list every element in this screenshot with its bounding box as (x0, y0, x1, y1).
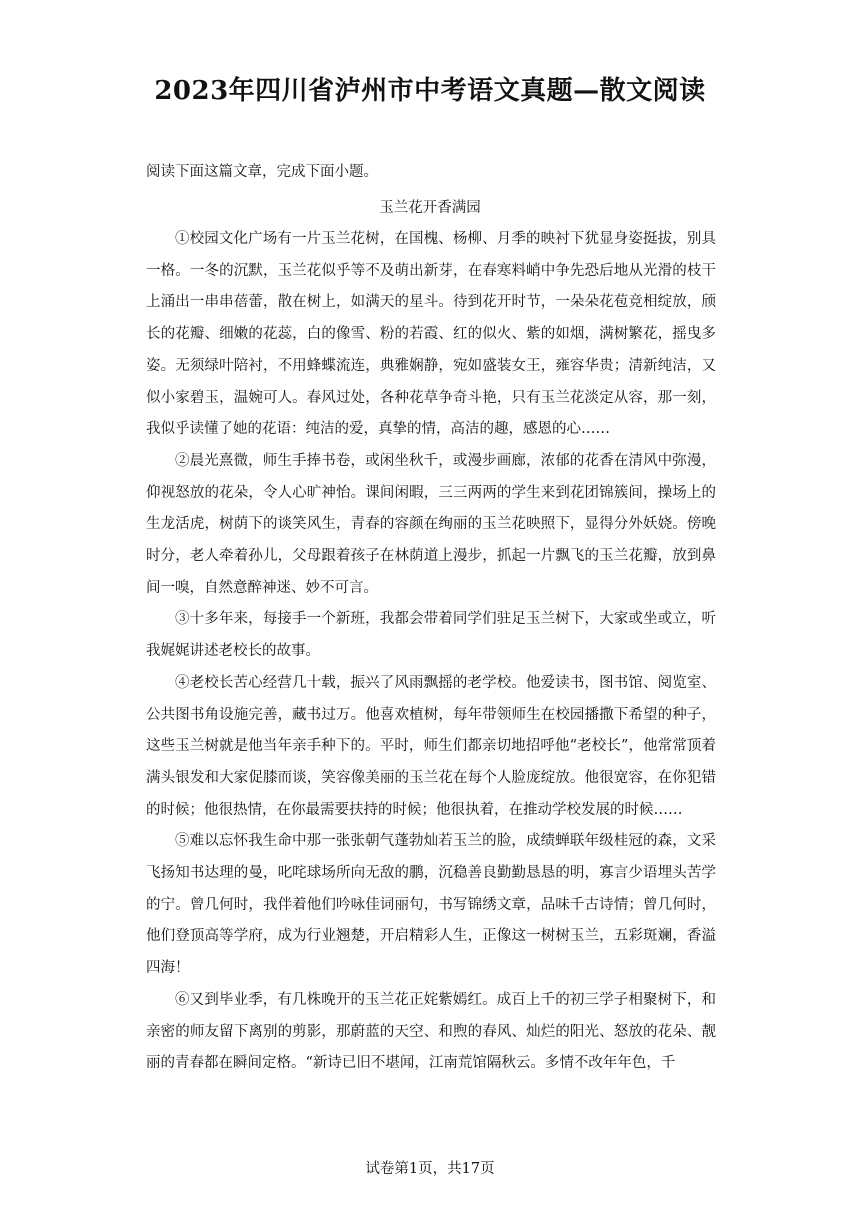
page-footer: 试卷第1页，共17页 (365, 1161, 495, 1177)
essay-title: 玉兰花开香满园 (379, 200, 481, 216)
paragraph-2: ②晨光熹微，师生手捧书卷，或闲坐秋千，或漫步画廊，浓郁的花香在清风中弥漫，仰视怒放的花朵，令人心旷神怡。课间闲暇，三三两两的学生来到花团锦簇间，操场上的生龙活虎，树荫下的谈笑风生，青春的容颜在绚丽的玉兰花映照下，显得分外妖娆。傍晚时分，老人牵着孙儿，父母跟着孩子在林荫道上漫步，抓起一片飘飞的玉兰花瓣，放到鼻间一嗅，自然意醉神迷、妙不可言。 (146, 452, 716, 596)
paragraph-5: ⑤难以忘怀我生命中那一张张朝气蓬勃灿若玉兰的脸，成绩蝉联年级桂冠的森，文采飞扬知书达理的曼，叱咤球场所向无敌的鹏，沉稳善良勤勤恳恳的明，寡言少语埋头苦学的宁。曾几何时，我伴着他们吟咏佳词丽句，书写锦绣文章，品味千古诗情；曾几何时，他们登顶高等学府，成为行业翘楚，开启精彩人生，正像这一树树玉兰，五彩斑斓，香溢四海！ (146, 833, 716, 977)
essay-body (146, 224, 716, 1080)
paragraph-1: ①校园文化广场有一片玉兰花树，在国槐、杨柳、月季的映衬下犹显身姿挺拔，别具一格。一冬的沉默，玉兰花似乎等不及萌出新芽，在春寒料峭中争先恐后地从光滑的枝干上涌出一串串蓓蕾，散在树上，如满天的星斗。待到花开时节，一朵朵花苞竞相绽放，颀长的花瓣、细嫩的花蕊，白的像雪、粉的若霞、红的似火、紫的如烟，满树繁花，摇曳多姿。无须绿叶陪衬，不用蜂蝶流连，典雅娴静，宛如盛装女王，雍容华贵；清新纯洁，又似小家碧玉，温婉可人。春风过处，各种花草争奇斗艳，只有玉兰花淡定从容，那一刻，我似乎读懂了她的花语：纯洁的爱，真挚的情，高洁的趣，感恩的心…… (146, 231, 716, 438)
paragraph-6: ⑥又到毕业季，有几株晚开的玉兰花正姹紫嫣红。成百上千的初三学子相聚树下，和亲密的师友留下离别的剪影，那蔚蓝的天空、和煦的春风、灿烂的阳光、怒放的花朵、靓丽的青春都在瞬间定格。“新诗已旧不堪闻，江南荒馆隔秋云。多情不改年年色，千 (146, 991, 716, 1072)
document-title: 2023年四川省泸州市中考语文真题—散文阅读 (154, 76, 706, 106)
paragraph-4: ④老校长苦心经营几十载，振兴了风雨飘摇的老学校。他爱读书，图书馆、阅览室、公共图书角设施完善，藏书过万。他喜欢植树，每年带领师生在校园播撒下希望的种子，这些玉兰树就是他当年亲手种下的。平时，师生们都亲切地招呼他“老校长”，他常常顶着满头银发和大家促膝而谈，笑容像美丽的玉兰花在每个人脸庞绽放。他很宽容，在你犯错的时候；他很热情，在你最需要扶持的时候；他很执着，在推动学校发展的时候…… (146, 674, 716, 818)
paragraph-3: ③十多年来，每接手一个新班，我都会带着同学们驻足玉兰树下，大家或坐或立，听我娓娓讲述老校长的故事。 (146, 611, 716, 660)
instruction-text: 阅读下面这篇文章，完成下面小题。 (146, 164, 378, 180)
